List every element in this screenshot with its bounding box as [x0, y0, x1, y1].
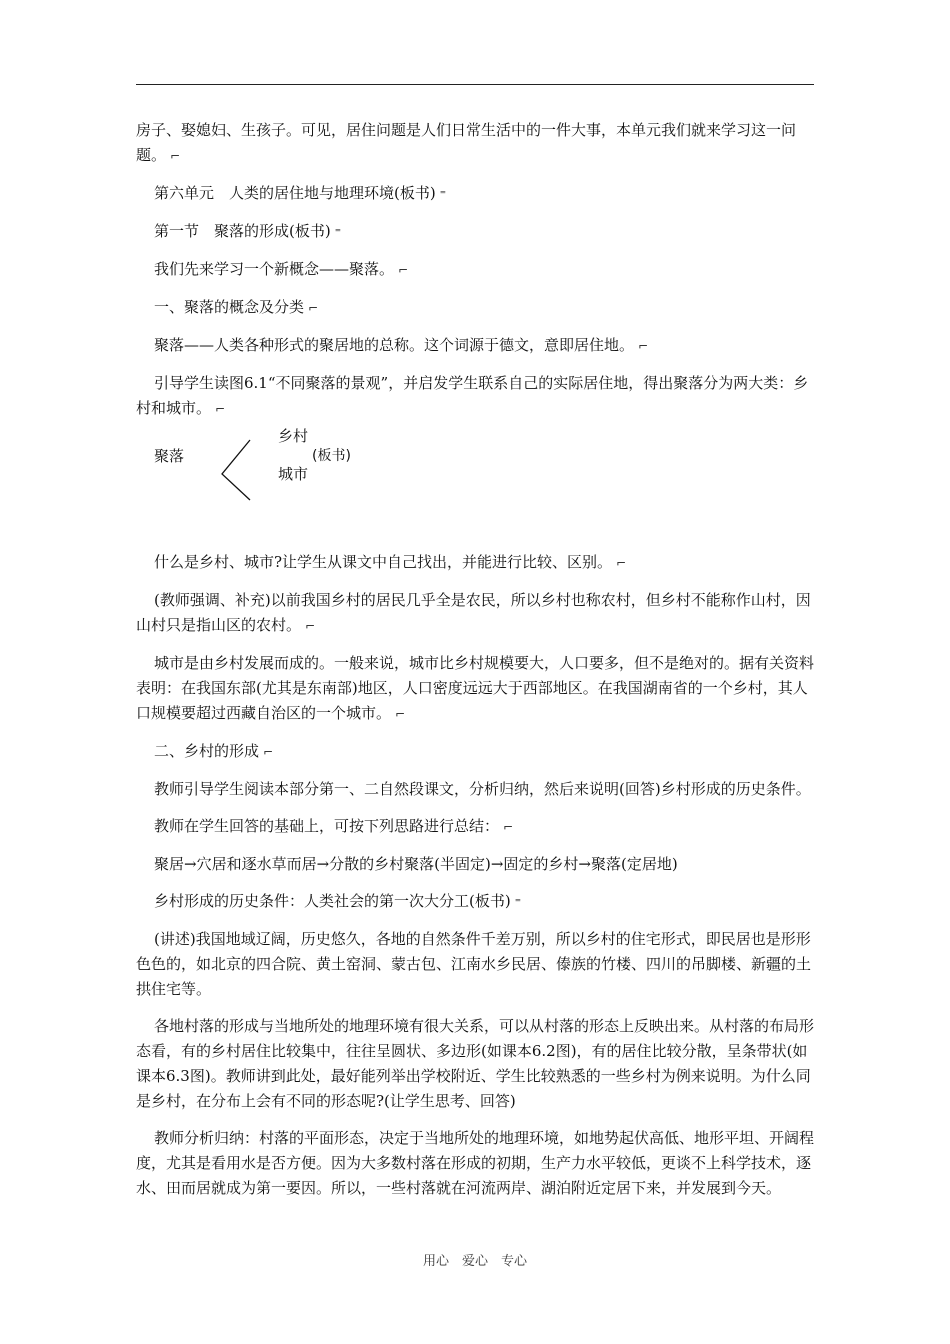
paragraph: 城市是由乡村发展而成的。一般来说，城市比乡村规模要大，人口要多，但不是绝对的。据有关资料表明：在我国东部(尤其是东南部)地区，人口密度远远大于西部地区。在我国湖南省的一个乡村，其人口规模要超过西藏自治区的一个城市。 ⌐: [136, 654, 815, 722]
diagram-bracket: [218, 434, 258, 504]
paragraph: 各地村落的形成与当地所处的地理环境有很大关系，可以从村落的形态上反映出来。从村落的布局形态看，有的乡村居住比较集中，往往呈圆状、多边形(如课本6.2图)，有的居住比较分散，呈条带状(如课本6.3图)。教师讲到此处，最好能列举出学校附近、学生比较熟悉的一些乡村为例来说明。为什么同是乡村，在分布上会有不同的形态呢?(让学生思考、回答): [136, 1017, 815, 1110]
paragraph-mark-icon: ⌐: [215, 402, 226, 416]
settlement-classification-diagram: [136, 427, 814, 540]
board-mark-icon: ⁼: [514, 895, 522, 909]
paragraph-mark-icon: ⌐: [305, 619, 316, 633]
paragraph-mark-icon: ⌐: [638, 339, 649, 353]
diagram-top-label: 乡村: [278, 427, 309, 445]
paragraph: 乡村形成的历史条件：人类社会的第一次大分工(板书) ⁼: [154, 892, 522, 910]
unit-heading: 第六单元 人类的居住地与地理环境(板书) ⁼: [154, 184, 447, 202]
paragraph-mark-icon: ⌐: [503, 820, 514, 834]
diagram-bottom-label: 城市: [278, 465, 309, 483]
page-footer: 用心 爱心 专心: [422, 1254, 527, 1269]
paragraph: (讲述)我国地域辽阔，历史悠久，各地的自然条件千差万别，所以乡村的住宅形式，即民居也是形形色色的，如北京的四合院、黄土窑洞、蒙古包、江南水乡民居、傣族的竹楼、四川的吊脚楼、新疆的土拱住宅等。: [136, 930, 812, 998]
paragraph-mark-icon: ⌐: [308, 301, 319, 315]
diagram-note-label: (板书): [312, 448, 351, 464]
subheading: 一、聚落的概念及分类 ⌐: [154, 298, 319, 316]
board-mark-icon: ⁼: [334, 225, 342, 239]
paragraph-mark-icon: ⌐: [395, 707, 406, 721]
paragraph: 引导学生读图6.1“不同聚落的景观”，并启发学生联系自己的实际居住地，得出聚落分为两大类：乡村和城市。 ⌐: [136, 374, 809, 417]
paragraph-mark-icon: ⌐: [398, 263, 409, 277]
document-body: [136, 118, 814, 1213]
paragraph: 教师引导学生阅读本部分第一、二自然段课文，分析归纳，然后来说明(回答)乡村形成的历史条件。: [154, 780, 811, 798]
diagram-root-label: 聚落: [154, 447, 185, 465]
header-rule: [136, 84, 814, 85]
paragraph: 聚居→穴居和逐水草而居→分散的乡村聚落(半固定)→固定的乡村→聚落(定居地): [154, 855, 678, 873]
paragraph-mark-icon: ⌐: [170, 149, 181, 163]
section-heading: 第一节 聚落的形成(板书) ⁼: [154, 222, 342, 240]
board-mark-icon: ⁼: [439, 187, 447, 201]
paragraph: 房子、娶媳妇、生孩子。可见，居住问题是人们日常生活中的一件大事，本单元我们就来学习这一问题。 ⌐: [136, 121, 797, 164]
paragraph: 教师分析归纳：村落的平面形态，决定于当地所处的地理环境，如地势起伏高低、地形平坦、开阔程度，尤其是看用水是否方便。因为大多数村落在形成的初期，生产力水平较低，更谈不上科学技术，逐水、田而居就成为第一要因。所以，一些村落就在河流两岸、湖泊附近定居下来，并发展到今天。: [136, 1129, 815, 1197]
subheading: 二、乡村的形成 ⌐: [154, 742, 274, 760]
paragraph: 什么是乡村、城市?让学生从课文中自己找出，并能进行比较、区别。 ⌐: [154, 553, 627, 571]
paragraph: 聚落——人类各种形式的聚居地的总称。这个词源于德文，意即居住地。 ⌐: [154, 336, 649, 354]
paragraph: 教师在学生回答的基础上，可按下列思路进行总结： ⌐: [154, 817, 514, 835]
paragraph-mark-icon: ⌐: [616, 556, 627, 570]
paragraph-mark-icon: ⌐: [263, 745, 274, 759]
paragraph: (教师强调、补充)以前我国乡村的居民几乎全是农民，所以乡村也称农村，但乡村不能称作山村，因山村只是指山区的农村。 ⌐: [136, 591, 811, 634]
paragraph: 我们先来学习一个新概念——聚落。 ⌐: [154, 260, 409, 278]
